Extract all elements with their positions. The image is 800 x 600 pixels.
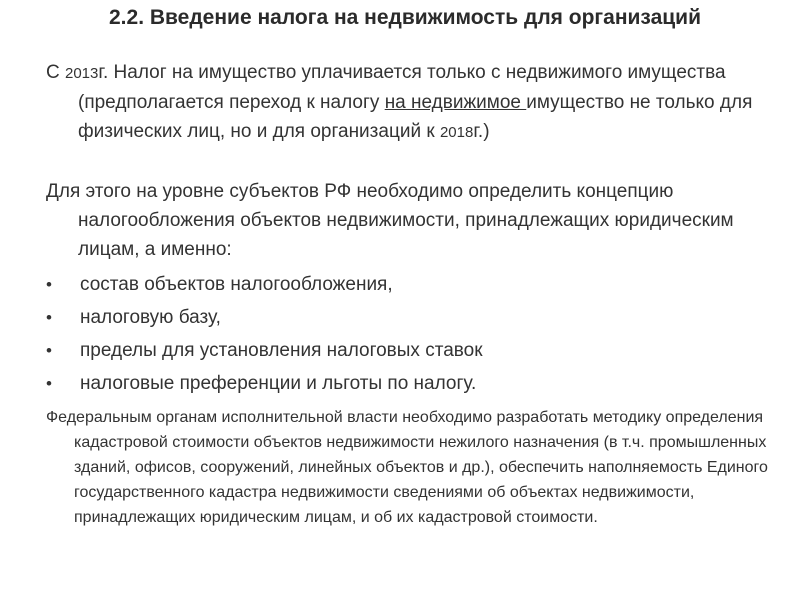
list-item xyxy=(46,334,746,367)
p1-text-c: имущество не только для физических лиц, но и для организаций к xyxy=(78,92,753,142)
bullet-icon: • xyxy=(46,275,52,294)
paragraph-tax-2013 xyxy=(46,58,778,147)
year-2013: 2013 xyxy=(65,65,99,82)
list-item xyxy=(46,268,746,301)
bullet-list xyxy=(46,268,746,400)
bullet-icon: • xyxy=(46,374,52,393)
paragraph-regions: Для этого на уровне субъектов РФ необходимо определить концепцию налогообложения объектов недвижимости, принадлежащих юридическим лицам, а именно: xyxy=(46,181,734,260)
list-item-text: налоговую базу, xyxy=(80,307,221,328)
year-2018: 2018 xyxy=(439,124,474,141)
p1-text-b: г. Налог на имущество уплачивается только с недвижимого имущества (предполагается переход к налогу xyxy=(78,62,726,113)
paragraph-federal-bodies: Федеральным органам исполнительной власти необходимо разработать методику определения кадастровой стоимости объектов недвижимости нежилого назначения (в т.ч. промышленных зданий, офисов, сооружений, линейных объектов и др.), обеспечить наполняемость Единого государственного кадастра недвижимости сведениями об объектах недвижимости, принадлежащих юридическим лицам, и об их кадастровой стоимости. xyxy=(46,409,768,526)
list-item-text: пределы для установления налоговых ставок xyxy=(80,340,483,361)
bullet-icon: • xyxy=(46,341,52,360)
list-item xyxy=(46,301,746,334)
slide-title: 2.2. Введение налога на недвижимость для организаций xyxy=(109,6,701,29)
list-item xyxy=(46,367,746,400)
list-item-text: состав объектов налогообложения, xyxy=(80,274,393,295)
bullet-icon: • xyxy=(46,308,52,327)
underlined-phrase: на недвижимое xyxy=(384,92,527,113)
p1-text-a: С xyxy=(46,62,65,83)
list-item-text: налоговые преференции и льготы по налогу. xyxy=(80,373,477,394)
p1-text-d: г.) xyxy=(473,121,490,142)
